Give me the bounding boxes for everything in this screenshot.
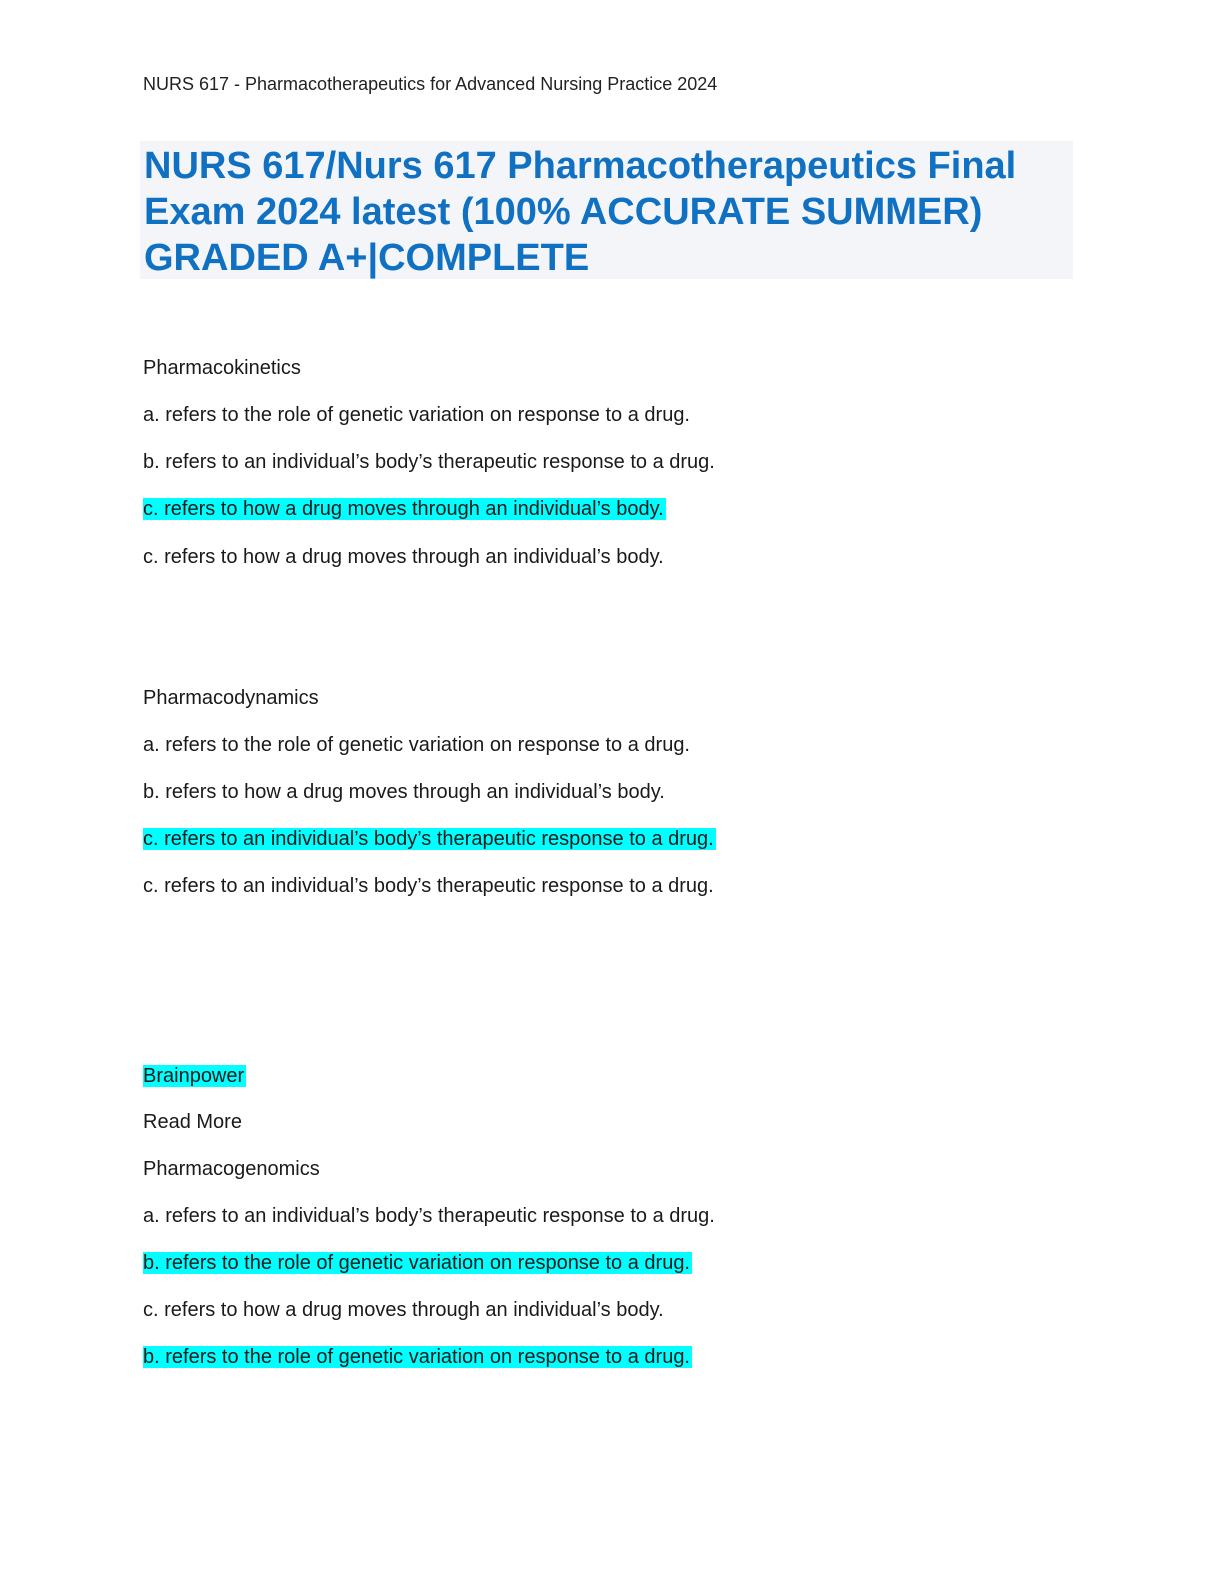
question-3-option-b-highlighted bbox=[143, 1250, 692, 1277]
question-3-option-c: c. refers to how a drug moves through an individual’s body. bbox=[143, 1299, 664, 1321]
question-1-option-c-highlighted bbox=[143, 496, 666, 523]
highlight: Brainpower bbox=[143, 1065, 245, 1087]
question-3-answer-highlighted bbox=[143, 1344, 692, 1371]
brainpower-label bbox=[143, 1063, 246, 1090]
read-more-link[interactable]: Read More bbox=[143, 1111, 242, 1133]
title-line-3: GRADED A+|COMPLETE bbox=[144, 237, 590, 279]
question-2-option-c-highlighted bbox=[143, 826, 716, 853]
question-2-title: Pharmacodynamics bbox=[143, 687, 319, 709]
highlight: b. refers to the role of genetic variation on response to a drug. bbox=[143, 1252, 690, 1274]
document-title bbox=[144, 143, 1069, 281]
highlight: c. refers to an individual’s body’s therapeutic response to a drug. bbox=[143, 828, 714, 850]
question-1-option-b: b. refers to an individual’s body’s therapeutic response to a drug. bbox=[143, 451, 715, 473]
highlight: b. refers to the role of genetic variation on response to a drug. bbox=[143, 1346, 690, 1368]
title-line-1: NURS 617/Nurs 617 Pharmacotherapeutics Final bbox=[144, 145, 1017, 187]
question-2-answer: c. refers to an individual’s body’s therapeutic response to a drug. bbox=[143, 875, 714, 897]
highlight: c. refers to how a drug moves through an individual’s body. bbox=[143, 498, 664, 520]
question-3-title: Pharmacogenomics bbox=[143, 1158, 320, 1180]
question-3-option-a: a. refers to an individual’s body’s therapeutic response to a drug. bbox=[143, 1205, 715, 1227]
document-title-box bbox=[140, 141, 1073, 279]
question-1-answer: c. refers to how a drug moves through an individual’s body. bbox=[143, 546, 664, 568]
question-1-option-a: a. refers to the role of genetic variation on response to a drug. bbox=[143, 404, 690, 426]
running-header: NURS 617 - Pharmacotherapeutics for Advanced Nursing Practice 2024 bbox=[143, 74, 718, 94]
question-2-option-a: a. refers to the role of genetic variation on response to a drug. bbox=[143, 734, 690, 756]
question-2-option-b: b. refers to how a drug moves through an individual’s body. bbox=[143, 781, 665, 803]
title-line-2: Exam 2024 latest (100% ACCURATE SUMMER) bbox=[144, 191, 983, 233]
question-1-title: Pharmacokinetics bbox=[143, 357, 301, 379]
